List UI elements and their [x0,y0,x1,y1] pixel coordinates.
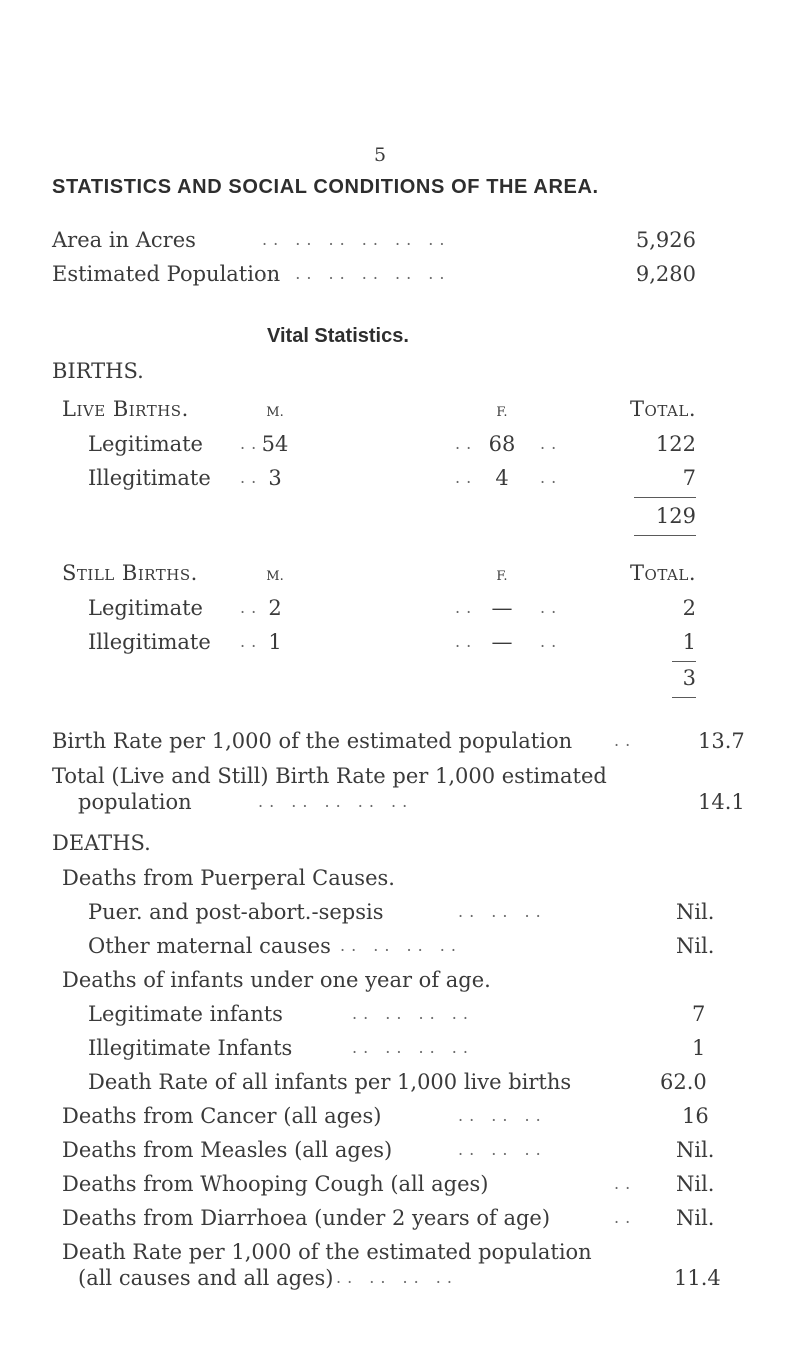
leader-dots: .. .. .. .. [352,1004,474,1023]
infant-deaths-heading: Deaths of infants under one year of age. [62,968,491,992]
total-birth-rate-label: Total (Live and Still) Birth Rate per 1,000 estimated [52,764,607,788]
vital-statistics-heading: Vital Statistics. [267,325,409,347]
cell-f: 4 [495,466,509,490]
col-f-header: F. [496,569,508,584]
diarrhoea-label: Deaths from Diarrhoea (under 2 years of age) [62,1206,551,1230]
population-value: 9,280 [635,262,696,286]
whooping-cough-label: Deaths from Whooping Cough (all ages) [62,1172,489,1196]
leader-dots: .. [455,598,478,617]
col-m-header: M. [266,405,284,420]
infant-death-rate-value: 62.0 [660,1070,707,1094]
leader-dots: .. [455,632,478,651]
col-total-header: Total. [630,561,696,585]
birth-rate-label: Birth Rate per 1,000 of the estimated population [52,729,573,753]
row-label: Legitimate [88,596,203,620]
leader-dots: .. [240,632,263,651]
total-birth-rate-value: 14.1 [698,790,745,814]
cell-f: — [491,630,513,654]
illegit-infants-label: Illegitimate Infants [88,1036,293,1060]
sum-rule [672,697,696,698]
cell-m: 1 [268,630,282,654]
leader-dots: .. .. .. .. .. .. [262,230,451,249]
death-rate-label: Death Rate per 1,000 of the estimated population [62,1240,592,1264]
other-maternal-label: Other maternal causes [88,934,331,958]
leader-dots: .. [614,1174,637,1193]
measles-label: Deaths from Measles (all ages) [62,1138,393,1162]
sum-rule [634,497,696,498]
leader-dots: .. [540,468,563,487]
death-rate-label-cont: (all causes and all ages) [78,1266,334,1290]
measles-value: Nil. [676,1138,715,1162]
cell-total: 2 [682,596,696,620]
cell-m: 54 [261,432,289,456]
cell-total: 7 [682,466,696,490]
cell-m: 3 [268,466,282,490]
leader-dots: .. [540,598,563,617]
live-births-heading: Live Births. [62,397,189,421]
row-label: Illegitimate [88,466,211,490]
puerperal-heading: Deaths from Puerperal Causes. [62,866,395,890]
still-births-total: 3 [682,666,696,690]
leader-dots: .. [240,434,263,453]
still-births-heading: Still Births. [62,561,198,585]
death-rate-value: 11.4 [674,1266,721,1290]
infant-death-rate-label: Death Rate of all infants per 1,000 live births [88,1070,572,1094]
illegit-infants-value: 1 [692,1036,706,1060]
cell-f: — [491,596,513,620]
leader-dots: .. .. .. .. [352,1038,474,1057]
row-label: Legitimate [88,432,203,456]
leader-dots: .. [614,1208,637,1227]
page-number: 5 [373,144,387,166]
leader-dots: .. [540,632,563,651]
area-label: Area in Acres [52,228,196,252]
leader-dots: .. .. .. [458,902,547,921]
population-label: Estimated Population [52,262,281,286]
col-total-header: Total. [630,397,696,421]
col-m-header: M. [266,569,284,584]
total-birth-rate-label-cont: population [78,790,192,814]
leader-dots: .. .. .. [458,1106,547,1125]
leader-dots: .. [614,731,637,750]
whooping-cough-value: Nil. [676,1172,715,1196]
cell-total: 1 [682,630,696,654]
leader-dots: .. .. .. [458,1140,547,1159]
sum-rule [672,661,696,662]
sum-rule [634,535,696,536]
leader-dots: .. [240,468,263,487]
other-maternal-value: Nil. [676,934,715,958]
puer-sepsis-label: Puer. and post-abort.-sepsis [88,900,384,924]
leader-dots: .. .. .. .. .. [258,792,414,811]
puer-sepsis-value: Nil. [676,900,715,924]
birth-rate-value: 13.7 [698,729,745,753]
cell-f: 68 [488,432,516,456]
col-f-header: F. [496,405,508,420]
row-label: Illegitimate [88,630,211,654]
deaths-heading: DEATHS. [52,831,151,855]
cancer-value: 16 [682,1104,709,1128]
page-title: STATISTICS AND SOCIAL CONDITIONS OF THE AREA. [52,176,599,198]
leader-dots: .. [540,434,563,453]
leader-dots: .. .. .. .. .. .. [262,264,451,283]
leader-dots: .. [455,434,478,453]
leader-dots: .. [240,598,263,617]
leader-dots: .. [455,468,478,487]
cell-m: 2 [268,596,282,620]
legit-infants-value: 7 [692,1002,706,1026]
legit-infants-label: Legitimate infants [88,1002,283,1026]
cancer-label: Deaths from Cancer (all ages) [62,1104,382,1128]
live-births-total: 129 [655,504,696,528]
diarrhoea-value: Nil. [676,1206,715,1230]
leader-dots: .. .. .. .. [336,1268,458,1287]
leader-dots: .. .. .. .. [340,936,462,955]
cell-total: 122 [655,432,696,456]
births-heading: BIRTHS. [52,359,144,383]
area-value: 5,926 [635,228,696,252]
